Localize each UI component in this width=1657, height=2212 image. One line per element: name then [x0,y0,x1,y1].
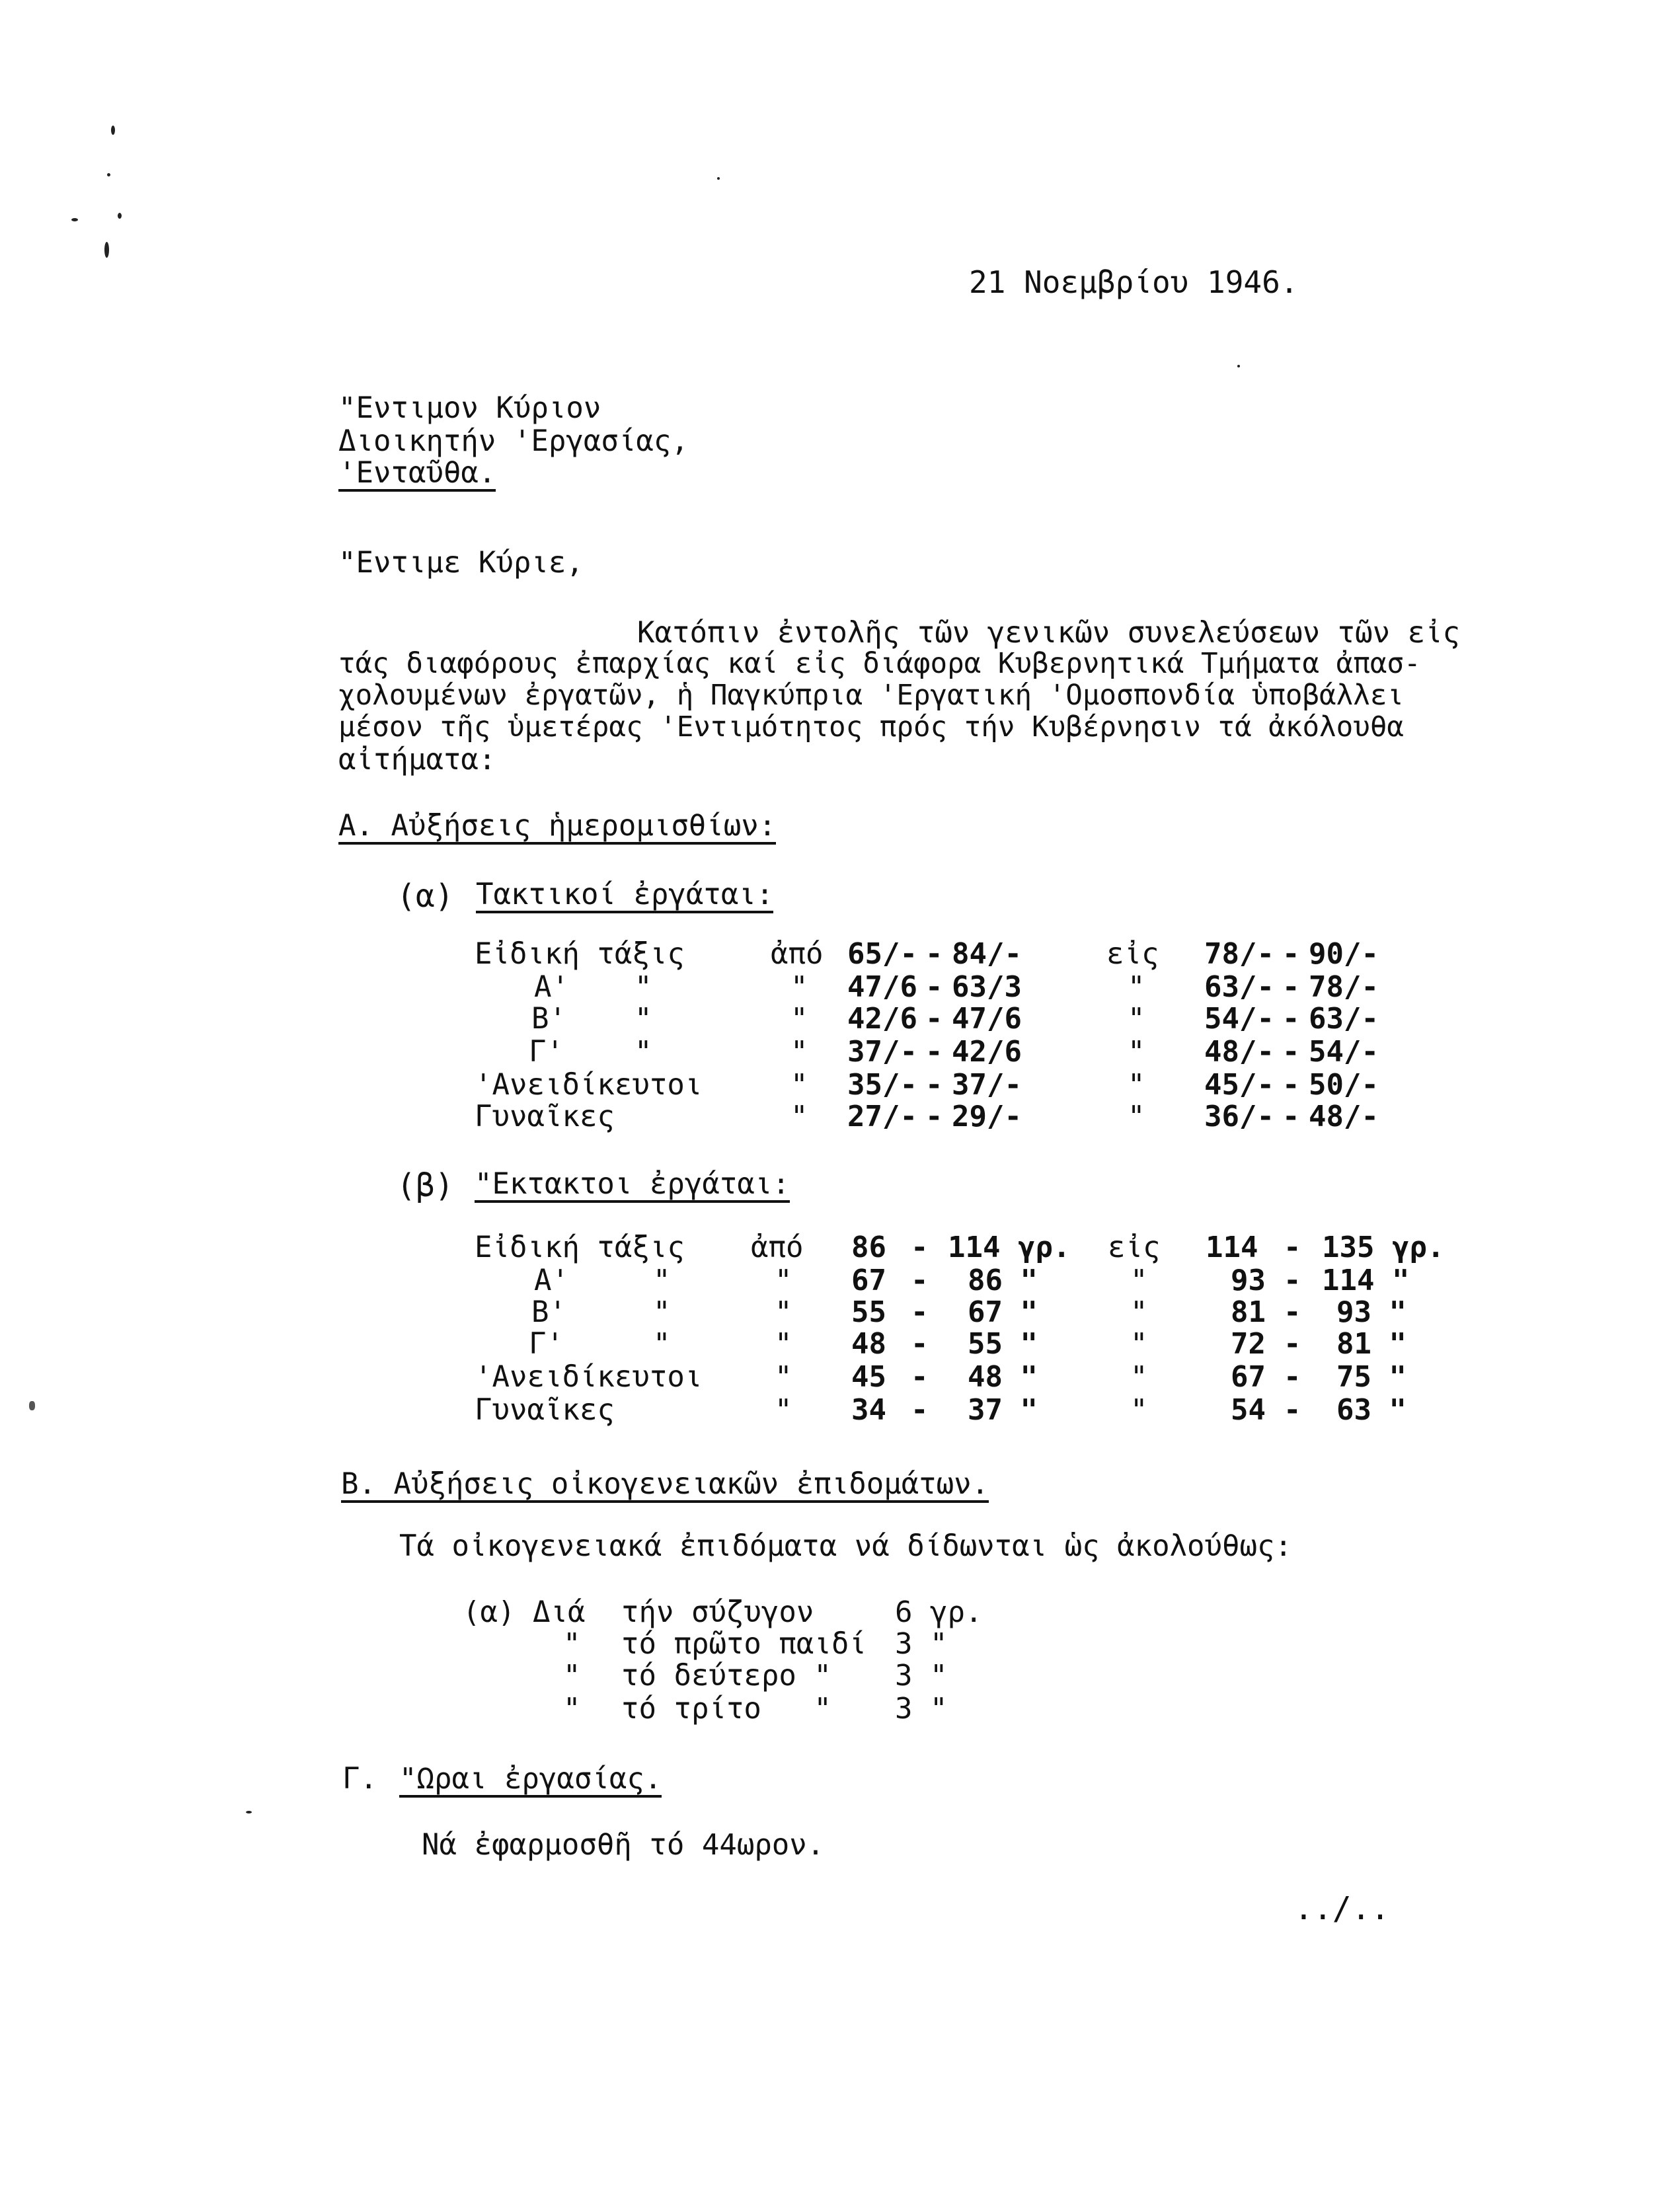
row-to: εἰς [1108,1231,1161,1264]
row-to: " [1128,1068,1145,1102]
row-to-low: 93 [1231,1264,1266,1297]
row-to-low: 45/- [1204,1068,1274,1102]
row-to-high: 75 " [1336,1360,1407,1394]
dash: - [1284,1264,1301,1297]
row-to-high: 48/- [1309,1100,1379,1133]
letter-date: 21 Νοεμβρίου 1946. [969,264,1299,300]
table-row [0,970,1657,1005]
row-name: Α' [534,970,569,1004]
row-to: " [1130,1327,1148,1361]
row-from-low: 27/- [847,1100,917,1133]
dash: - [1284,1393,1301,1427]
row-from-low: 48 [851,1327,886,1361]
item-value: 3 " [895,1627,948,1661]
row-from-low: 67 [851,1264,886,1297]
row-ditto: " [635,970,652,1004]
row-from-high: 37/- [952,1068,1022,1102]
row-from-low: 47/6 [847,970,917,1004]
dash: - [911,1264,929,1297]
dash: - [1282,937,1300,971]
dash: - [911,1360,929,1394]
item-value: 3 " [895,1659,948,1693]
row-from-low: 42/6 [847,1002,917,1036]
row-from-low: 65/- [847,937,917,971]
salutation: "Εντιμε Κύριε, [338,546,584,580]
table-row [0,1327,1657,1361]
sub-a-title: Τακτικοί ἐργάται: [476,880,773,913]
item-text: τό τρίτο " [621,1692,831,1726]
row-to-high: 63/- [1309,1002,1379,1036]
row-to-high: 114 " [1322,1264,1410,1297]
row-to-low: 81 [1231,1295,1266,1329]
table-row [0,1295,1657,1330]
dash: - [925,1035,943,1069]
item-text: τό δεύτερο " [621,1659,831,1693]
row-from-high: 48 " [968,1360,1038,1394]
row-from-high: 86 " [968,1264,1038,1297]
intro-line-2: τάς διαφόρους ἐπαρχίας καί εἰς διάφορα Κυβερνητικά Τμήματα ἀπασ- [338,648,1421,680]
row-from: " [790,1100,808,1133]
row-from-low: 35/- [847,1068,917,1102]
dash: - [925,1068,943,1102]
item-text: τήν σύζυγον [621,1595,814,1629]
dash: - [911,1231,929,1264]
section-c-number: Γ. [342,1762,377,1796]
row-ditto: " [653,1327,671,1361]
row-from-low: 45 [851,1360,886,1394]
list-item [0,1627,1657,1661]
row-from: " [790,1068,808,1102]
intro-line-1: Κατόπιν ἐντολῆς τῶν γενικῶν συνελεύσεων τῶν εἰς [637,616,1461,650]
item-prefix: " [563,1692,581,1726]
row-from-high: 114 γρ. [948,1231,1071,1264]
item-prefix: " [563,1627,581,1661]
section-c-heading: "Ωραι ἐργασίας. [399,1765,662,1798]
row-to-high: 93 " [1336,1295,1407,1329]
table-row [0,1035,1657,1069]
row-to: " [1130,1393,1148,1427]
section-b-heading: Β. Αὐξήσεις οἰκογενειακῶν ἐπιδομάτων. [341,1470,989,1503]
sub-b-title: "Εκτακτοι ἐργάται: [475,1170,790,1203]
row-to-high: 54/- [1309,1035,1379,1069]
table-row [0,937,1657,972]
sub-a-label: (α) [397,878,454,915]
table-row [0,1002,1657,1036]
dash: - [925,970,943,1004]
row-ditto: " [653,1295,671,1329]
row-from-high: 55 " [968,1327,1038,1361]
row-from: " [790,1035,808,1069]
row-name: Β' [531,1295,566,1329]
row-from: ἀπό [771,937,824,971]
item-prefix: " [563,1659,581,1693]
item-value: 3 " [895,1692,948,1726]
table-row [0,1068,1657,1102]
dash: - [1284,1360,1301,1394]
row-name: Γ' [529,1327,564,1361]
dash: - [925,1002,943,1036]
row-name: Γυναῖκες [475,1393,615,1427]
row-from: " [790,1002,808,1036]
table-row [0,1266,1657,1298]
row-from-high: 42/6 [952,1035,1022,1069]
section-c-text: Νά ἐφαρμοσθῆ τό 44ωρον. [422,1828,825,1862]
row-to-high: 78/- [1309,970,1379,1004]
table-row [0,1102,1657,1134]
dash: - [1282,1100,1300,1133]
row-name: Γυναῖκες [475,1100,615,1133]
row-name: Εἰδική τάξις [475,937,685,971]
row-to: εἰς [1106,937,1159,971]
continuation-mark: ../.. [1294,1890,1390,1927]
section-a-heading: Α. Αὐξήσεις ἡμερομισθίων: [338,812,776,845]
row-name: Α' [534,1264,569,1297]
row-from: " [790,970,808,1004]
row-from: " [775,1327,792,1361]
sub-b-label: (β) [397,1167,454,1204]
row-from-high: 29/- [952,1100,1022,1133]
row-to: " [1130,1264,1148,1297]
dash: - [911,1393,929,1427]
row-to: " [1128,1002,1145,1036]
row-to-high: 50/- [1309,1068,1379,1102]
row-from: " [775,1360,792,1394]
table-row [0,1360,1657,1394]
row-to-low: 114 [1206,1231,1258,1264]
table-row [0,1233,1657,1265]
row-to-low: 48/- [1204,1035,1274,1069]
dash: - [1282,1068,1300,1102]
row-from-high: 67 " [968,1295,1038,1329]
intro-line-4: μέσον τῆς ὑμετέρας 'Εντιμότητος πρός τήν Κυβέρνησιν τά ἀκόλουθα [338,711,1404,744]
row-to-high: 90/- [1309,937,1379,971]
row-to: " [1130,1360,1148,1394]
row-to: " [1128,1035,1145,1069]
row-from-high: 37 " [968,1393,1038,1427]
dash: - [1284,1327,1301,1361]
row-from-high: 84/- [952,937,1022,971]
row-to-low: 54/- [1204,1002,1274,1036]
row-to-low: 67 [1231,1360,1266,1394]
row-from: " [775,1264,792,1297]
dash: - [1282,970,1300,1004]
dash: - [1282,1035,1300,1069]
row-name: Γ' [529,1035,564,1069]
row-to-high: 135 γρ. [1322,1231,1445,1264]
row-from-high: 47/6 [952,1002,1022,1036]
dash: - [1284,1231,1301,1264]
row-ditto: " [635,1002,652,1036]
dash: - [925,1100,943,1133]
row-to: " [1128,1100,1145,1133]
row-to: " [1128,970,1145,1004]
dash: - [911,1295,929,1329]
list-item [0,1661,1657,1693]
intro-line-3: χολουμένων ἐργατῶν, ἡ Παγκύπρια 'Εργατική 'Ομοσπονδία ὑποβάλλει [338,679,1404,712]
dash: - [925,937,943,971]
row-to-high: 81 " [1336,1327,1407,1361]
section-b-intro: Τά οἰκογενειακά ἐπιδόματα νά δίδωνται ὡς ἀκολούθως: [399,1529,1293,1563]
item-value: 6 γρ. [895,1595,983,1629]
row-from-low: 55 [851,1295,886,1329]
row-to: " [1130,1295,1148,1329]
row-name: Β' [531,1002,566,1036]
list-item [0,1595,1657,1630]
intro-line-5: αἰτήματα: [338,743,496,777]
row-to-low: 72 [1231,1327,1266,1361]
row-from-high: 63/3 [952,970,1022,1004]
dash: - [1284,1295,1301,1329]
row-from-low: 34 [851,1393,886,1427]
addressee-line-1: "Εντιμον Κύριον [338,391,601,425]
item-prefix: (α) Διά [463,1595,586,1629]
row-name: Εἰδική τάξις [475,1231,685,1264]
dash: - [1282,1002,1300,1036]
row-to-low: 36/- [1204,1100,1274,1133]
row-from-low: 86 [851,1231,886,1264]
row-from: " [775,1393,792,1427]
row-to-high: 63 " [1336,1393,1407,1427]
row-ditto: " [653,1264,671,1297]
table-row [0,1393,1657,1428]
row-from: ἀπό [751,1231,804,1264]
row-to-low: 54 [1231,1393,1266,1427]
row-to-low: 78/- [1204,937,1274,971]
row-ditto: " [635,1035,652,1069]
row-to-low: 63/- [1204,970,1274,1004]
row-name: 'Ανειδίκευτοι [475,1360,703,1394]
item-text: τό πρῶτο παιδί [621,1627,867,1661]
row-from: " [775,1295,792,1329]
row-name: 'Ανειδίκευτοι [475,1068,703,1102]
list-item [0,1692,1657,1726]
row-from-low: 37/- [847,1035,917,1069]
dash: - [911,1327,929,1361]
addressee-line-3: 'Ενταῦθα. [338,459,496,492]
addressee-line-2: Διοικητήν 'Εργασίας, [338,424,689,458]
